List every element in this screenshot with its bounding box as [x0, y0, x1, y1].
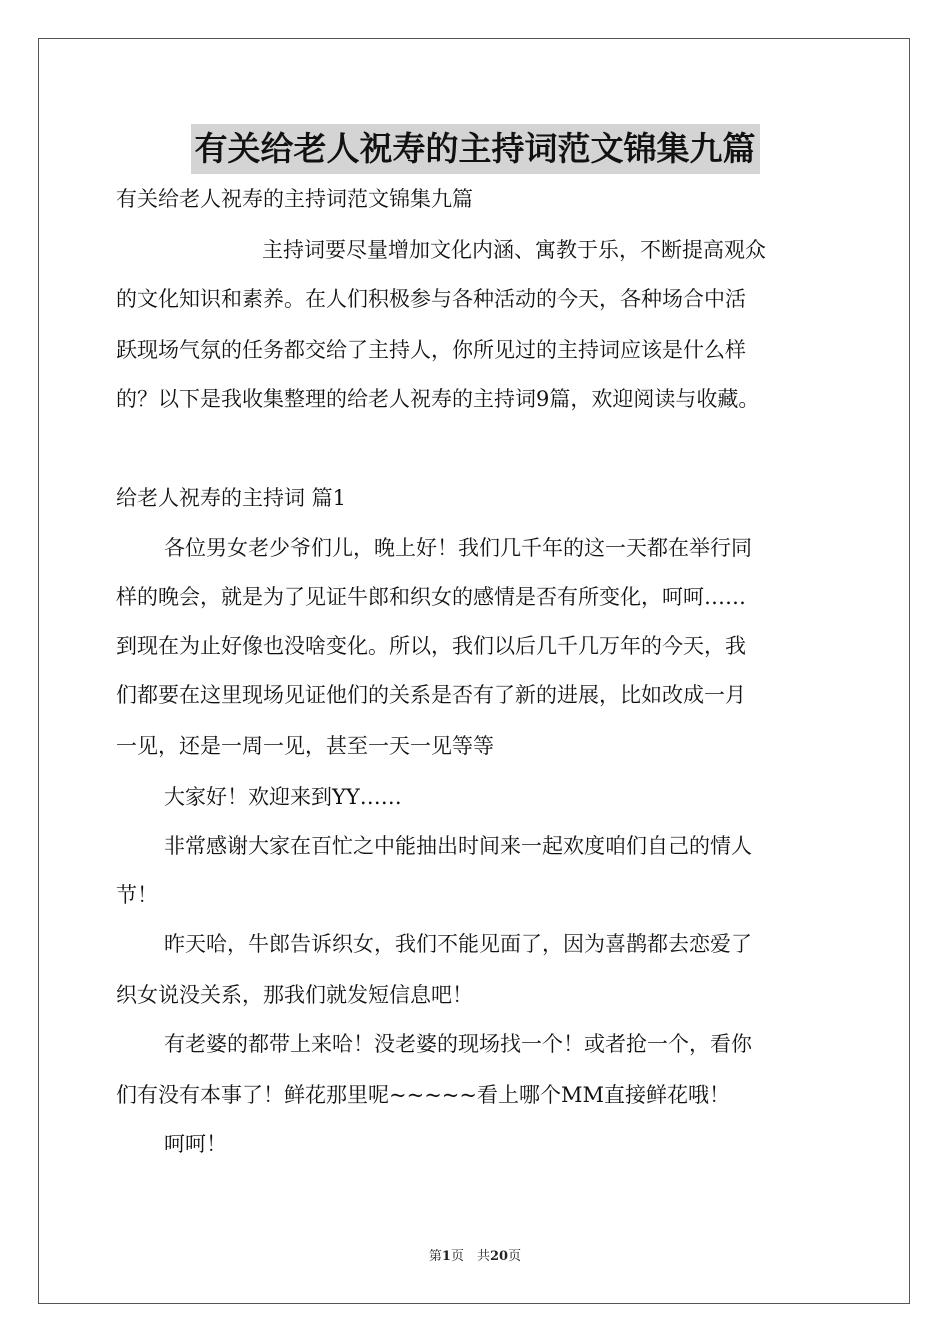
footer-page-prefix: 第 — [428, 1249, 442, 1264]
footer-page-current: 1 — [441, 1249, 451, 1264]
intro-line-1: 主持词要尽量增加文化内涵、寓教于乐，不断提高观众 — [262, 238, 766, 262]
footer-page-total: 20 — [489, 1249, 509, 1264]
body-line-12: 们有没有本事了！鲜花那里呢~~~~~看上哪个MM直接鲜花哦！ — [116, 1083, 730, 1107]
body-line-11: 有老婆的都带上来哈！没老婆的现场找一个！或者抢一个，看你 — [164, 1032, 752, 1056]
intro-line-3: 跃现场气氛的任务都交给了主持人，你所见过的主持词应该是什么样 — [116, 338, 746, 362]
page-footer — [0, 1248, 950, 1266]
title-container — [0, 124, 950, 174]
footer-page-mid: 页 共 — [450, 1249, 490, 1264]
body-line-1: 各位男女老少爷们儿，晚上好！我们几千年的这一天都在举行同 — [164, 536, 752, 560]
intro-line-4: 的？以下是我收集整理的给老人祝寿的主持词9篇，欢迎阅读与收藏。 — [116, 387, 760, 411]
page-border — [38, 38, 910, 1304]
body-line-5: 一见，还是一周一见，甚至一天一见等等 — [116, 734, 494, 758]
body-line-2: 样的晚会，就是为了见证牛郎和织女的感情是否有所变化，呵呵…… — [116, 585, 746, 609]
body-line-3: 到现在为止好像也没啥变化。所以，我们以后几千几万年的今天，我 — [116, 634, 746, 658]
intro-line-2: 的文化知识和素养。在人们积极参与各种活动的今天，各种场合中活 — [116, 287, 746, 311]
section-heading: 给老人祝寿的主持词 篇1 — [116, 486, 347, 510]
document-subtitle: 有关给老人祝寿的主持词范文锦集九篇 — [116, 187, 473, 211]
footer-page-suffix: 页 — [508, 1249, 522, 1264]
body-line-9: 昨天哈，牛郎告诉织女，我们不能见面了，因为喜鹊都去恋爱了 — [164, 932, 752, 956]
body-line-8: 节！ — [116, 883, 158, 907]
body-line-13: 呵呵！ — [164, 1132, 227, 1156]
body-line-10: 织女说没关系，那我们就发短信息吧！ — [116, 983, 473, 1007]
body-line-4: 们都要在这里现场见证他们的关系是否有了新的进展，比如改成一月 — [116, 683, 746, 707]
body-line-6: 大家好！欢迎来到YY…… — [164, 785, 402, 809]
body-line-7: 非常感谢大家在百忙之中能抽出时间来一起欢度咱们自己的情人 — [164, 834, 752, 858]
document-title: 有关给老人祝寿的主持词范文锦集九篇 — [191, 124, 760, 174]
